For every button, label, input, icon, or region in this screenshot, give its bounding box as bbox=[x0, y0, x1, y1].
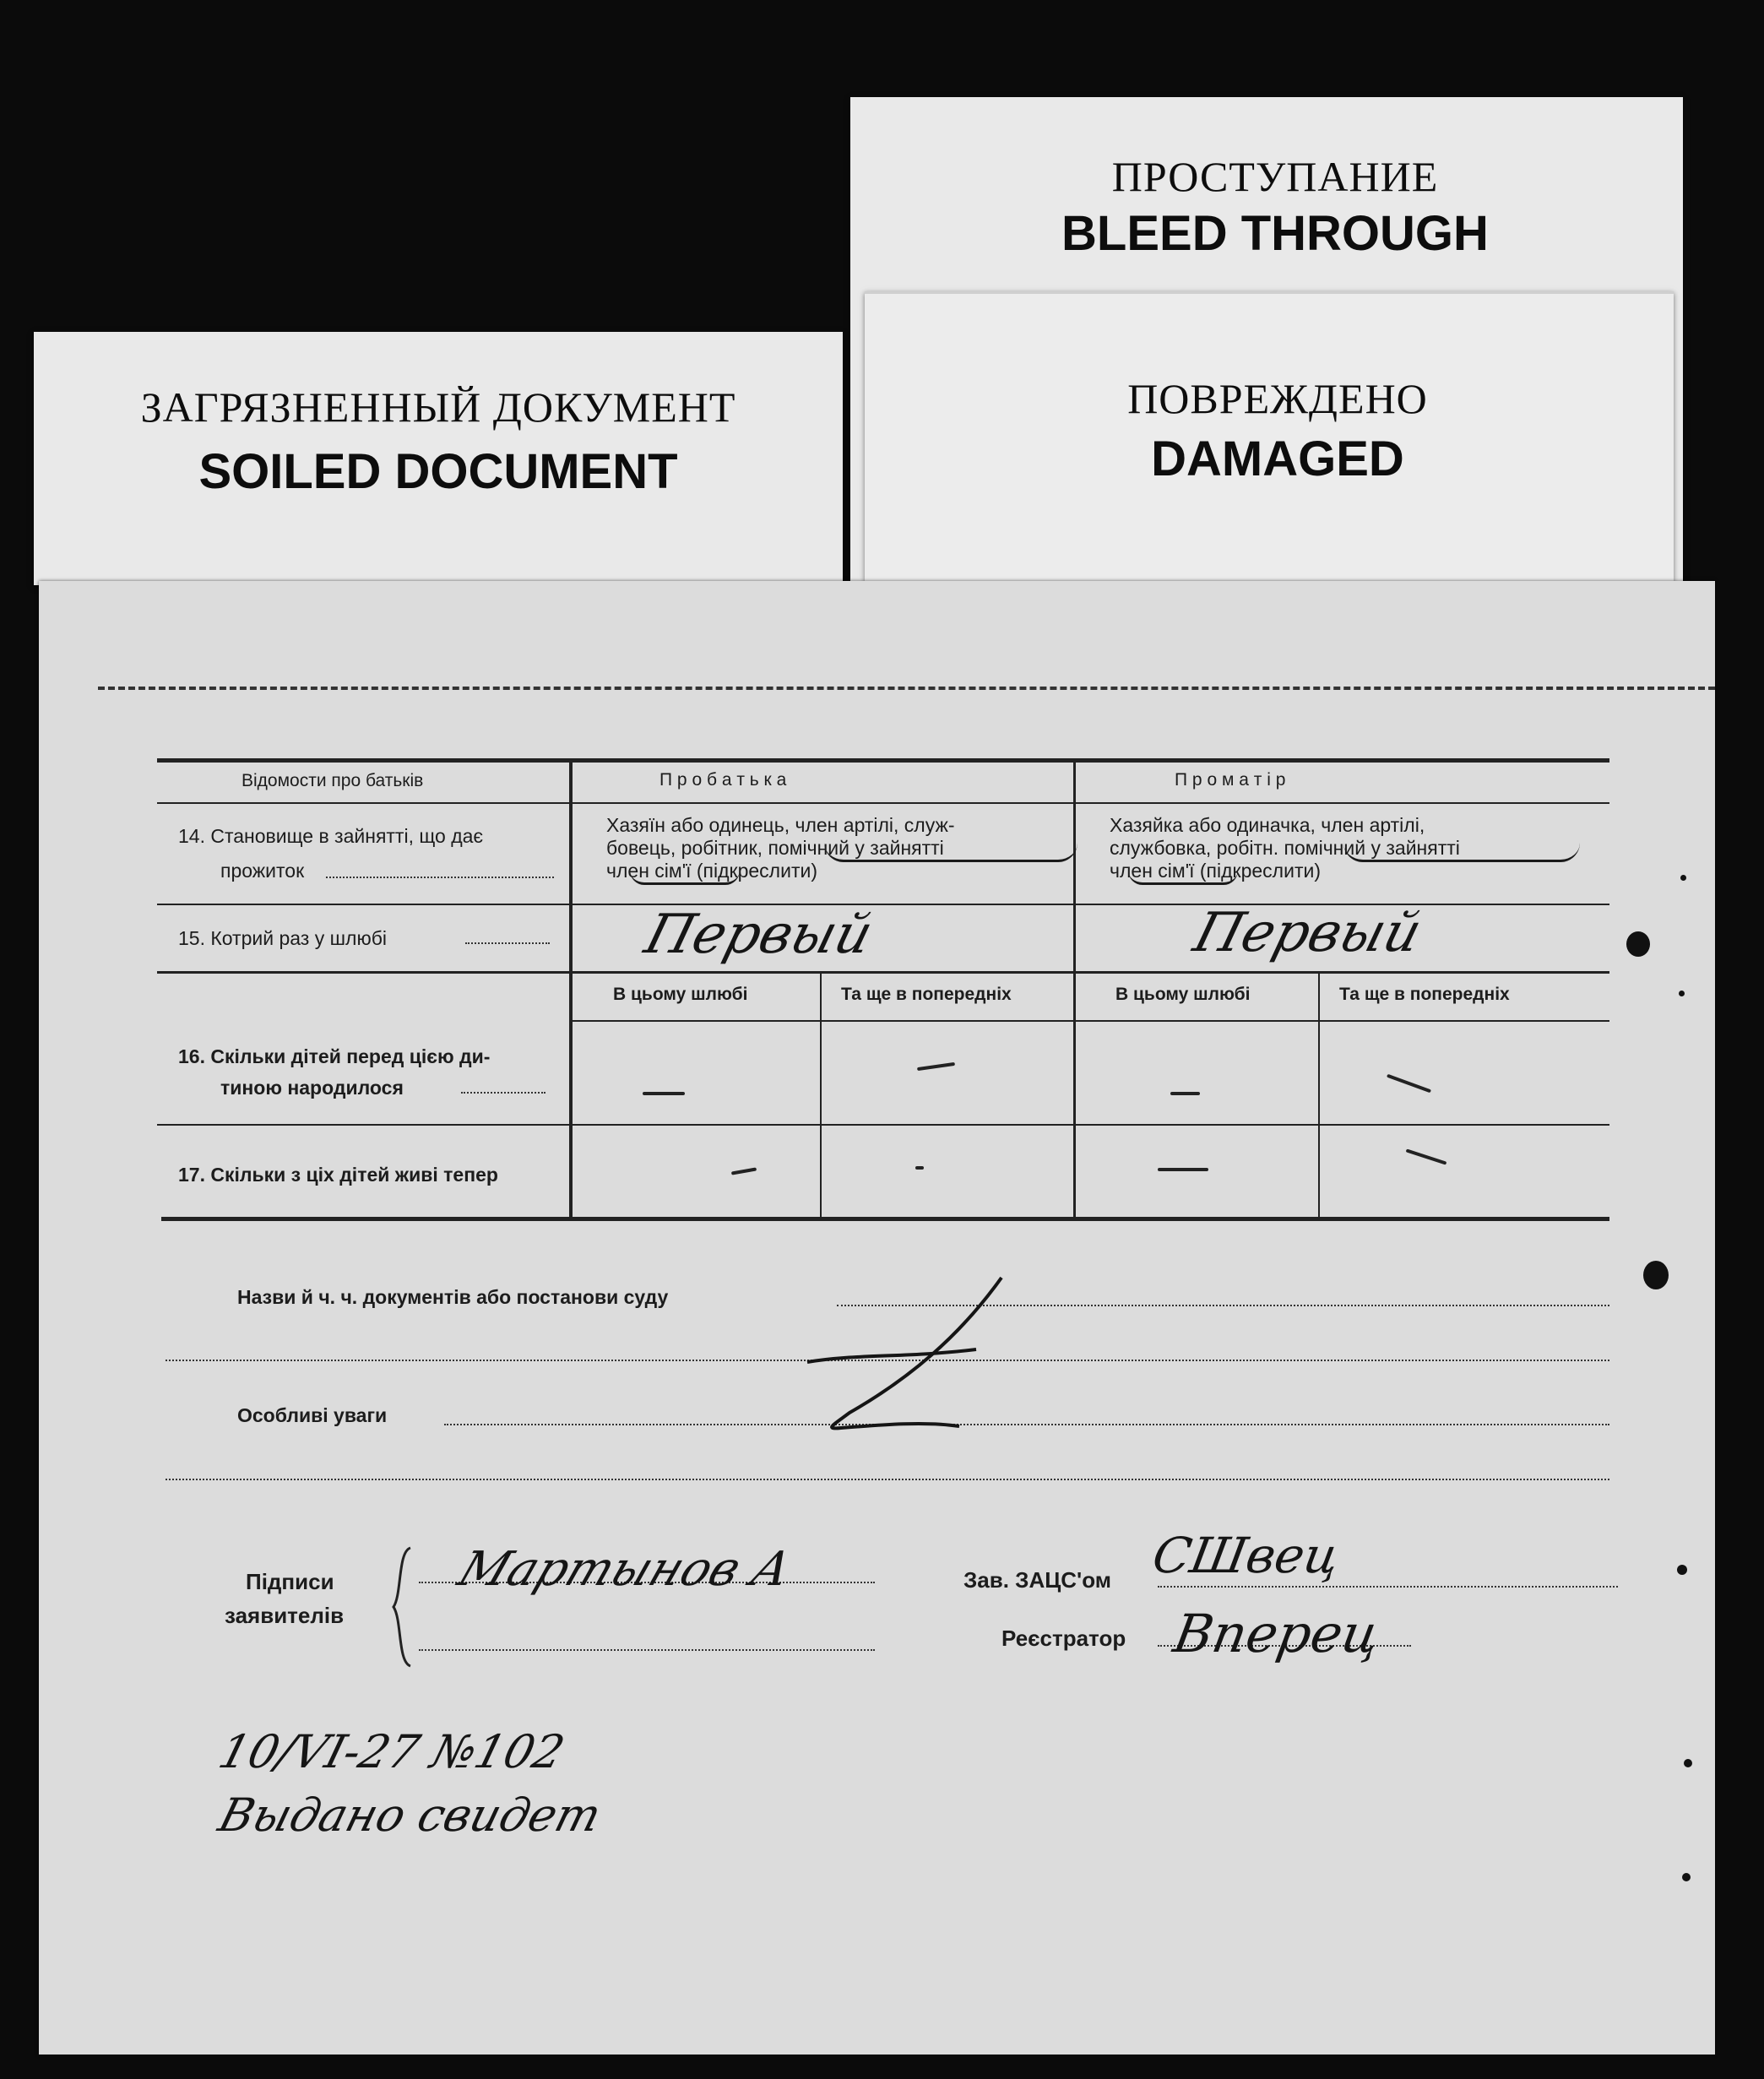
perforation-line bbox=[98, 687, 1715, 690]
documents-label: Назви й ч. ч. документів або постанови суду bbox=[237, 1286, 669, 1308]
father-in-this-marriage: В цьому шлюбі bbox=[613, 985, 748, 1004]
bleed-card-russian-text: ПРОСТУПАНИЕ bbox=[1111, 153, 1439, 200]
applicants-signatures-label-line1: Підписи bbox=[246, 1569, 334, 1594]
head-of-registry-label: Зав. ЗАЦС'ом bbox=[963, 1567, 1111, 1593]
binding-hole-1 bbox=[1626, 931, 1650, 957]
row17-mother-this-dash bbox=[1158, 1168, 1208, 1171]
label-column-divider bbox=[569, 758, 573, 1219]
row17-mother-previous-dash bbox=[1406, 1148, 1447, 1164]
father-underline-mark bbox=[824, 843, 1077, 862]
row14-father-line1: Хазяїн або одинець, член артілі, служ- bbox=[606, 814, 955, 836]
row16-mother-previous-dash bbox=[1387, 1074, 1431, 1094]
father-subcolumn-divider bbox=[820, 974, 822, 1219]
row15-label: 15. Котрий раз у шлюбі bbox=[178, 927, 388, 949]
margin-dot-3 bbox=[1677, 1565, 1687, 1575]
applicant-handwritten-signature: Мартынов А bbox=[451, 1542, 800, 1597]
cancellation-z-mark bbox=[757, 1269, 1027, 1438]
row17-label: 17. Скільки з ціх дітей живі тепер bbox=[178, 1164, 498, 1186]
margin-dot-1 bbox=[1680, 875, 1686, 881]
header-bottom-rule bbox=[157, 802, 1609, 804]
margin-dot-2 bbox=[1679, 991, 1685, 996]
damaged-card-english-text: DAMAGED bbox=[1151, 432, 1404, 486]
row16-label-line1: 16. Скільки дітей перед цією ди- bbox=[178, 1045, 491, 1067]
remarks-line-2 bbox=[166, 1479, 1609, 1480]
header-about-mother: П р о м а т і р bbox=[1175, 770, 1286, 790]
row14-label-line2: прожиток bbox=[220, 860, 305, 882]
soiled-card-russian-text: ЗАГРЯЗНЕННЫЙ ДОКУМЕНТ bbox=[140, 383, 736, 431]
binding-hole-2 bbox=[1643, 1261, 1669, 1289]
header-parents-info: Відомости про батьків bbox=[242, 771, 424, 790]
mother-underline-mark bbox=[1343, 843, 1580, 862]
row16-bottom-rule bbox=[157, 1124, 1609, 1126]
row17-father-previous-dash bbox=[915, 1166, 924, 1170]
father-family-underline bbox=[630, 871, 740, 885]
damaged-card-russian-text: ПОВРЕЖДЕНО bbox=[1127, 375, 1428, 422]
remarks-line bbox=[444, 1424, 1609, 1425]
subheader-bottom-rule bbox=[573, 1020, 1609, 1022]
row14-mother-line3: член сім'ї (підкреслити) bbox=[1110, 860, 1321, 882]
header-about-father: П р о б а т ь к а bbox=[659, 770, 787, 790]
margin-dot-4 bbox=[1684, 1759, 1692, 1767]
mother-in-this-marriage: В цьому шлюбі bbox=[1115, 985, 1251, 1004]
row15-bottom-rule bbox=[157, 971, 1609, 974]
registrar-label: Реєстратор bbox=[1001, 1626, 1126, 1651]
soiled-card-english-text: SOILED DOCUMENT bbox=[198, 444, 678, 499]
row16-father-this-dash bbox=[643, 1092, 685, 1095]
remarks-label: Особливі уваги bbox=[237, 1404, 388, 1426]
certificate-issued-note: Выдано свидет bbox=[213, 1789, 607, 1842]
row16-label-line2: тиною народилося bbox=[220, 1077, 404, 1099]
row15-leader-dots bbox=[465, 942, 550, 944]
row14-label-line1: 14. Становище в зайнятті, що дає bbox=[178, 825, 484, 847]
row14-leader-dots bbox=[326, 877, 554, 878]
mother-subcolumn-divider bbox=[1318, 974, 1320, 1219]
applicant-signature-line-2 bbox=[419, 1649, 875, 1651]
father-marriage-count-handwriting: Первый bbox=[638, 904, 880, 966]
row14-mother-line1: Хазяйка або одиначка, член артілі, bbox=[1110, 814, 1425, 836]
registrar-handwritten-signature: Вперец bbox=[1169, 1603, 1385, 1664]
table-top-border bbox=[157, 758, 1609, 763]
row14-father-line3: член сім'ї (підкреслити) bbox=[606, 860, 817, 882]
table-bottom-border bbox=[161, 1217, 1609, 1221]
mother-in-previous: Та ще в попередніх bbox=[1339, 985, 1510, 1004]
row14-father-line2: бовець, робітник, помічний у зайнятті bbox=[606, 837, 944, 859]
soiled-document-card bbox=[34, 332, 843, 585]
row16-leader-dots bbox=[461, 1092, 545, 1094]
father-mother-divider bbox=[1073, 758, 1076, 1219]
row16-father-previous-dash bbox=[917, 1062, 955, 1071]
row16-mother-this-dash bbox=[1170, 1092, 1200, 1095]
row14-mother-line2: службовка, робітн. помічний у зайнятті bbox=[1110, 837, 1460, 859]
margin-dot-5 bbox=[1682, 1873, 1691, 1881]
mother-marriage-count-handwriting: Первый bbox=[1187, 902, 1429, 964]
row17-father-this-dash bbox=[731, 1167, 757, 1175]
registration-form-sheet bbox=[39, 581, 1715, 2055]
applicants-signatures-label-line2: заявителів bbox=[225, 1603, 345, 1628]
mother-family-underline bbox=[1128, 871, 1238, 885]
head-handwritten-signature: СШвец bbox=[1148, 1527, 1344, 1584]
bleed-card-english-text: BLEED THROUGH bbox=[1061, 206, 1489, 261]
father-in-previous: Та ще в попередніх bbox=[841, 985, 1012, 1004]
signature-brace bbox=[389, 1544, 415, 1670]
head-signature-line bbox=[1158, 1586, 1618, 1588]
damaged-card bbox=[865, 291, 1674, 581]
registration-date-number-note: 10/VI-27 №102 bbox=[213, 1725, 570, 1778]
